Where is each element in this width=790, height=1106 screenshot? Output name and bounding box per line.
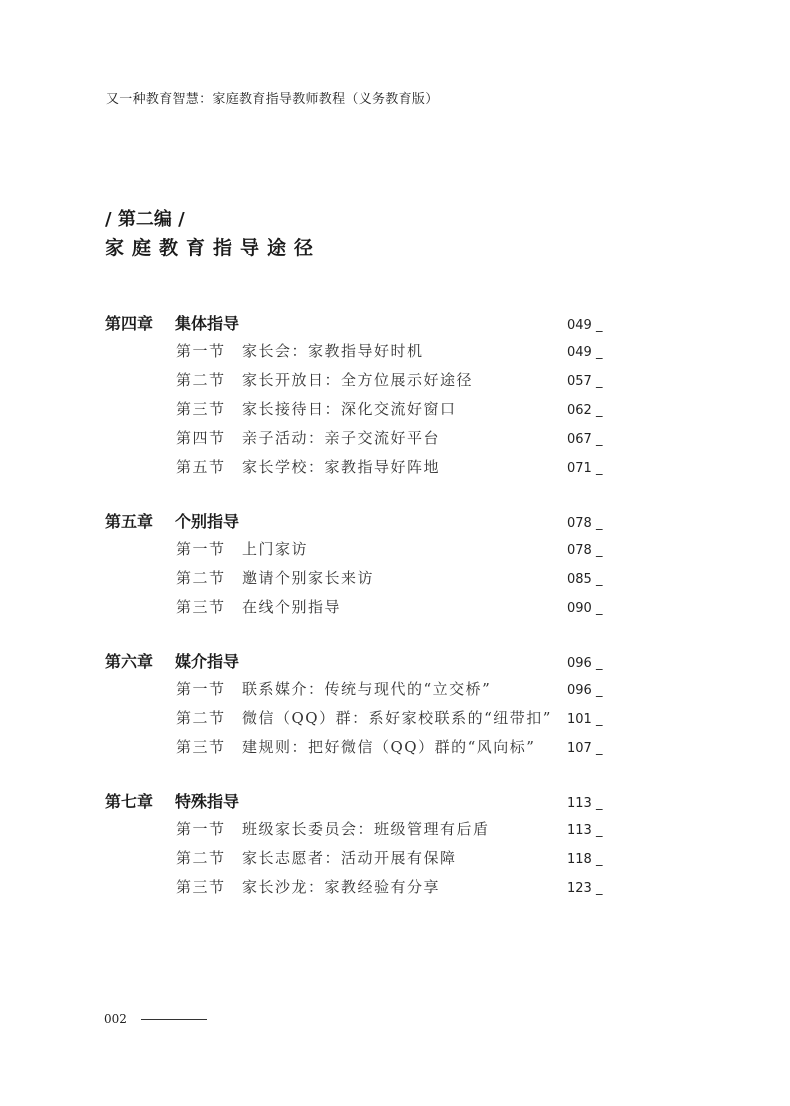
chapter-title: 集体指导	[175, 314, 240, 333]
section-title: 上门家访	[242, 540, 309, 558]
section-title: 班级家长委员会：班级管理有后盾	[242, 820, 490, 838]
page-number: 071 _	[567, 461, 605, 476]
section-number: 第五节	[176, 458, 226, 476]
chapter-6	[105, 649, 605, 765]
section-number: 第二节	[176, 709, 226, 727]
section-number: 第一节	[176, 820, 226, 838]
toc-section-row[interactable]	[105, 567, 605, 596]
page-number: 049 _	[567, 318, 605, 333]
section-title: 家长学校：家教指导好阵地	[242, 458, 441, 476]
toc-section-row[interactable]	[105, 596, 605, 625]
toc-section-row[interactable]	[105, 369, 605, 398]
toc-chapter-row[interactable]	[105, 311, 605, 340]
section-number: 第三节	[176, 878, 226, 896]
page-number: 085 _	[567, 572, 605, 587]
chapter-title: 个别指导	[175, 512, 240, 531]
toc-section-row[interactable]	[105, 876, 605, 905]
toc-chapter-row[interactable]	[105, 509, 605, 538]
section-title: 亲子活动：亲子交流好平台	[242, 429, 441, 447]
page-number: 067 _	[567, 432, 605, 447]
page-number: 096 _	[567, 683, 605, 698]
toc-section-row[interactable]	[105, 847, 605, 876]
section-title: 建规则：把好微信（QQ）群的“风向标”	[242, 738, 536, 756]
section-number: 第三节	[176, 738, 226, 756]
section-title: 联系媒介：传统与现代的“立交桥”	[242, 680, 492, 698]
page-number: 090 _	[567, 601, 605, 616]
page-number: 113 _	[567, 823, 605, 838]
section-number: 第二节	[176, 371, 226, 389]
toc-section-row[interactable]	[105, 707, 605, 736]
section-title: 家长开放日：全方位展示好途径	[242, 371, 474, 389]
section-title: 家长接待日：深化交流好窗口	[242, 400, 457, 418]
toc-chapter-row[interactable]	[105, 649, 605, 678]
chapter-number: 第六章	[105, 652, 154, 671]
chapter-4	[105, 311, 605, 485]
toc-section-row[interactable]	[105, 678, 605, 707]
section-number: 第二节	[176, 849, 226, 867]
page-number: 049 _	[567, 345, 605, 360]
part-label: / 第二编 /	[105, 209, 185, 230]
page-number: 057 _	[567, 374, 605, 389]
part-title: 家庭教育指导途径	[105, 237, 322, 259]
section-title: 家长沙龙：家教经验有分享	[242, 878, 441, 896]
page-number: 107 _	[567, 741, 605, 756]
page-number: 123 _	[567, 881, 605, 896]
page-number: 118 _	[567, 852, 605, 867]
footer-page-number: 002	[104, 1012, 127, 1026]
running-header: 又一种教育智慧：家庭教育指导教师教程（义务教育版）	[106, 92, 439, 107]
page-number: 078 _	[567, 516, 605, 531]
section-title: 微信（QQ）群：系好家校联系的“纽带扣”	[242, 709, 552, 727]
section-title: 家长志愿者：活动开展有保障	[242, 849, 457, 867]
toc-section-row[interactable]	[105, 456, 605, 485]
page-number: 062 _	[567, 403, 605, 418]
page-number: 113 _	[567, 796, 605, 811]
toc-section-row[interactable]	[105, 340, 605, 369]
toc-chapter-row[interactable]	[105, 789, 605, 818]
chapter-7	[105, 789, 605, 905]
toc-section-row[interactable]	[105, 736, 605, 765]
page-number: 096 _	[567, 656, 605, 671]
toc-section-row[interactable]	[105, 427, 605, 456]
toc-section-row[interactable]	[105, 818, 605, 847]
chapter-5	[105, 509, 605, 625]
section-title: 在线个别指导	[242, 598, 342, 616]
section-number: 第一节	[176, 342, 226, 360]
chapter-number: 第五章	[105, 512, 154, 531]
footer-rule	[141, 1019, 207, 1020]
chapter-title: 特殊指导	[175, 792, 240, 811]
table-of-contents	[105, 311, 605, 929]
chapter-number: 第四章	[105, 314, 154, 333]
section-number: 第一节	[176, 680, 226, 698]
toc-section-row[interactable]	[105, 398, 605, 427]
chapter-number: 第七章	[105, 792, 154, 811]
section-number: 第一节	[176, 540, 226, 558]
section-number: 第二节	[176, 569, 226, 587]
toc-section-row[interactable]	[105, 538, 605, 567]
section-title: 邀请个别家长来访	[242, 569, 375, 587]
page-number: 078 _	[567, 543, 605, 558]
section-title: 家长会：家教指导好时机	[242, 342, 424, 360]
section-number: 第三节	[176, 598, 226, 616]
chapter-title: 媒介指导	[175, 652, 240, 671]
page-number: 101 _	[567, 712, 605, 727]
section-number: 第三节	[176, 400, 226, 418]
section-number: 第四节	[176, 429, 226, 447]
